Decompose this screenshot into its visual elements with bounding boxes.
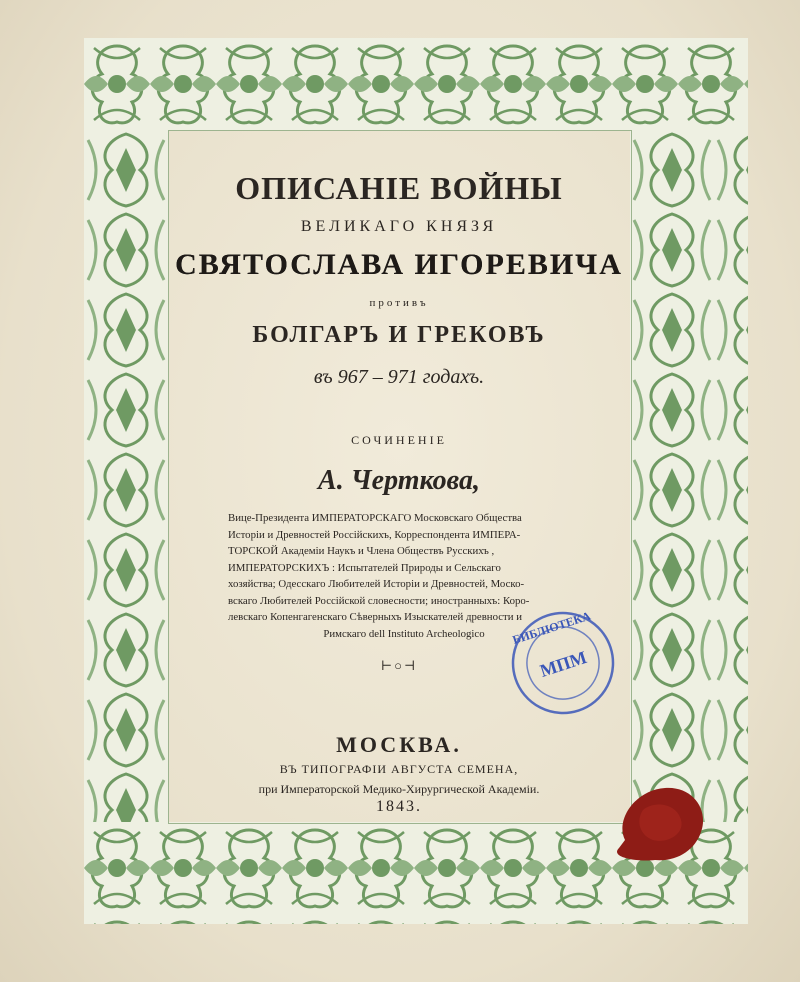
against-word: противъ — [369, 297, 429, 309]
city-name: МОСКВА. — [336, 732, 462, 757]
author-titles-line: Исторіи и Древностей Россійскихъ, Корреспондента ИМПЕРА- — [228, 528, 521, 541]
stamp-center-text: МПМ — [537, 647, 590, 681]
publication-year: 1843. — [376, 798, 422, 815]
author-titles-line: левскаго Копенгагенскаго Сѣверныхъ Изыскателей древности и — [228, 611, 523, 623]
stamp-library-text: БИБЛІОТЕКА — [510, 608, 593, 648]
opponents-heading: БОЛГАРЪ И ГРЕКОВЪ — [252, 322, 546, 348]
composition-label: СОЧИНЕНІЕ — [351, 433, 447, 447]
main-title: ОПИСАНІЕ ВОЙНЫ — [235, 170, 563, 206]
printer-line: ВЪ ТИПОГРАФІИ АВГУСТА СЕМЕНА, — [279, 762, 519, 776]
author-titles-line: Римскаго dell Instituto Archeologico — [323, 627, 485, 640]
wax-seal — [605, 770, 715, 870]
years-line: въ 967 – 971 годахъ. — [313, 366, 485, 388]
prince-name: СВЯТОСЛАВА ИГОРЕВИЧА — [175, 248, 623, 281]
author-name: А. Черткова, — [318, 465, 480, 496]
ornamental-border-right — [630, 130, 748, 822]
ornamental-border-top — [84, 38, 748, 130]
author-titles-line: ИМПЕРАТОРСКИХЪ : Испытателей Природы и Сельскаго — [228, 561, 501, 574]
author-titles-line: Вице-Президента ИМПЕРАТОРСКАГО Московскаго Общества — [228, 512, 522, 524]
divider-ornament: ⊢○⊣ — [380, 658, 418, 673]
author-titles-line: хозяйства; Одесскаго Любителей Исторіи и Древностей, Моско- — [228, 578, 525, 590]
author-titles-line: ТОРСКОЙ Академіи Наукъ и Члена Обществъ Русскихъ , — [228, 545, 495, 557]
academy-line: при Императорской Медико-Хирургической Академіи. — [258, 782, 540, 796]
author-titles-line: вскаго Любителей Россійской словесности; иностранныхъ: Коро- — [228, 594, 530, 607]
ornamental-border-left — [84, 130, 168, 822]
subtitle-grand-prince: ВЕЛИКАГО КНЯЗЯ — [300, 218, 498, 235]
